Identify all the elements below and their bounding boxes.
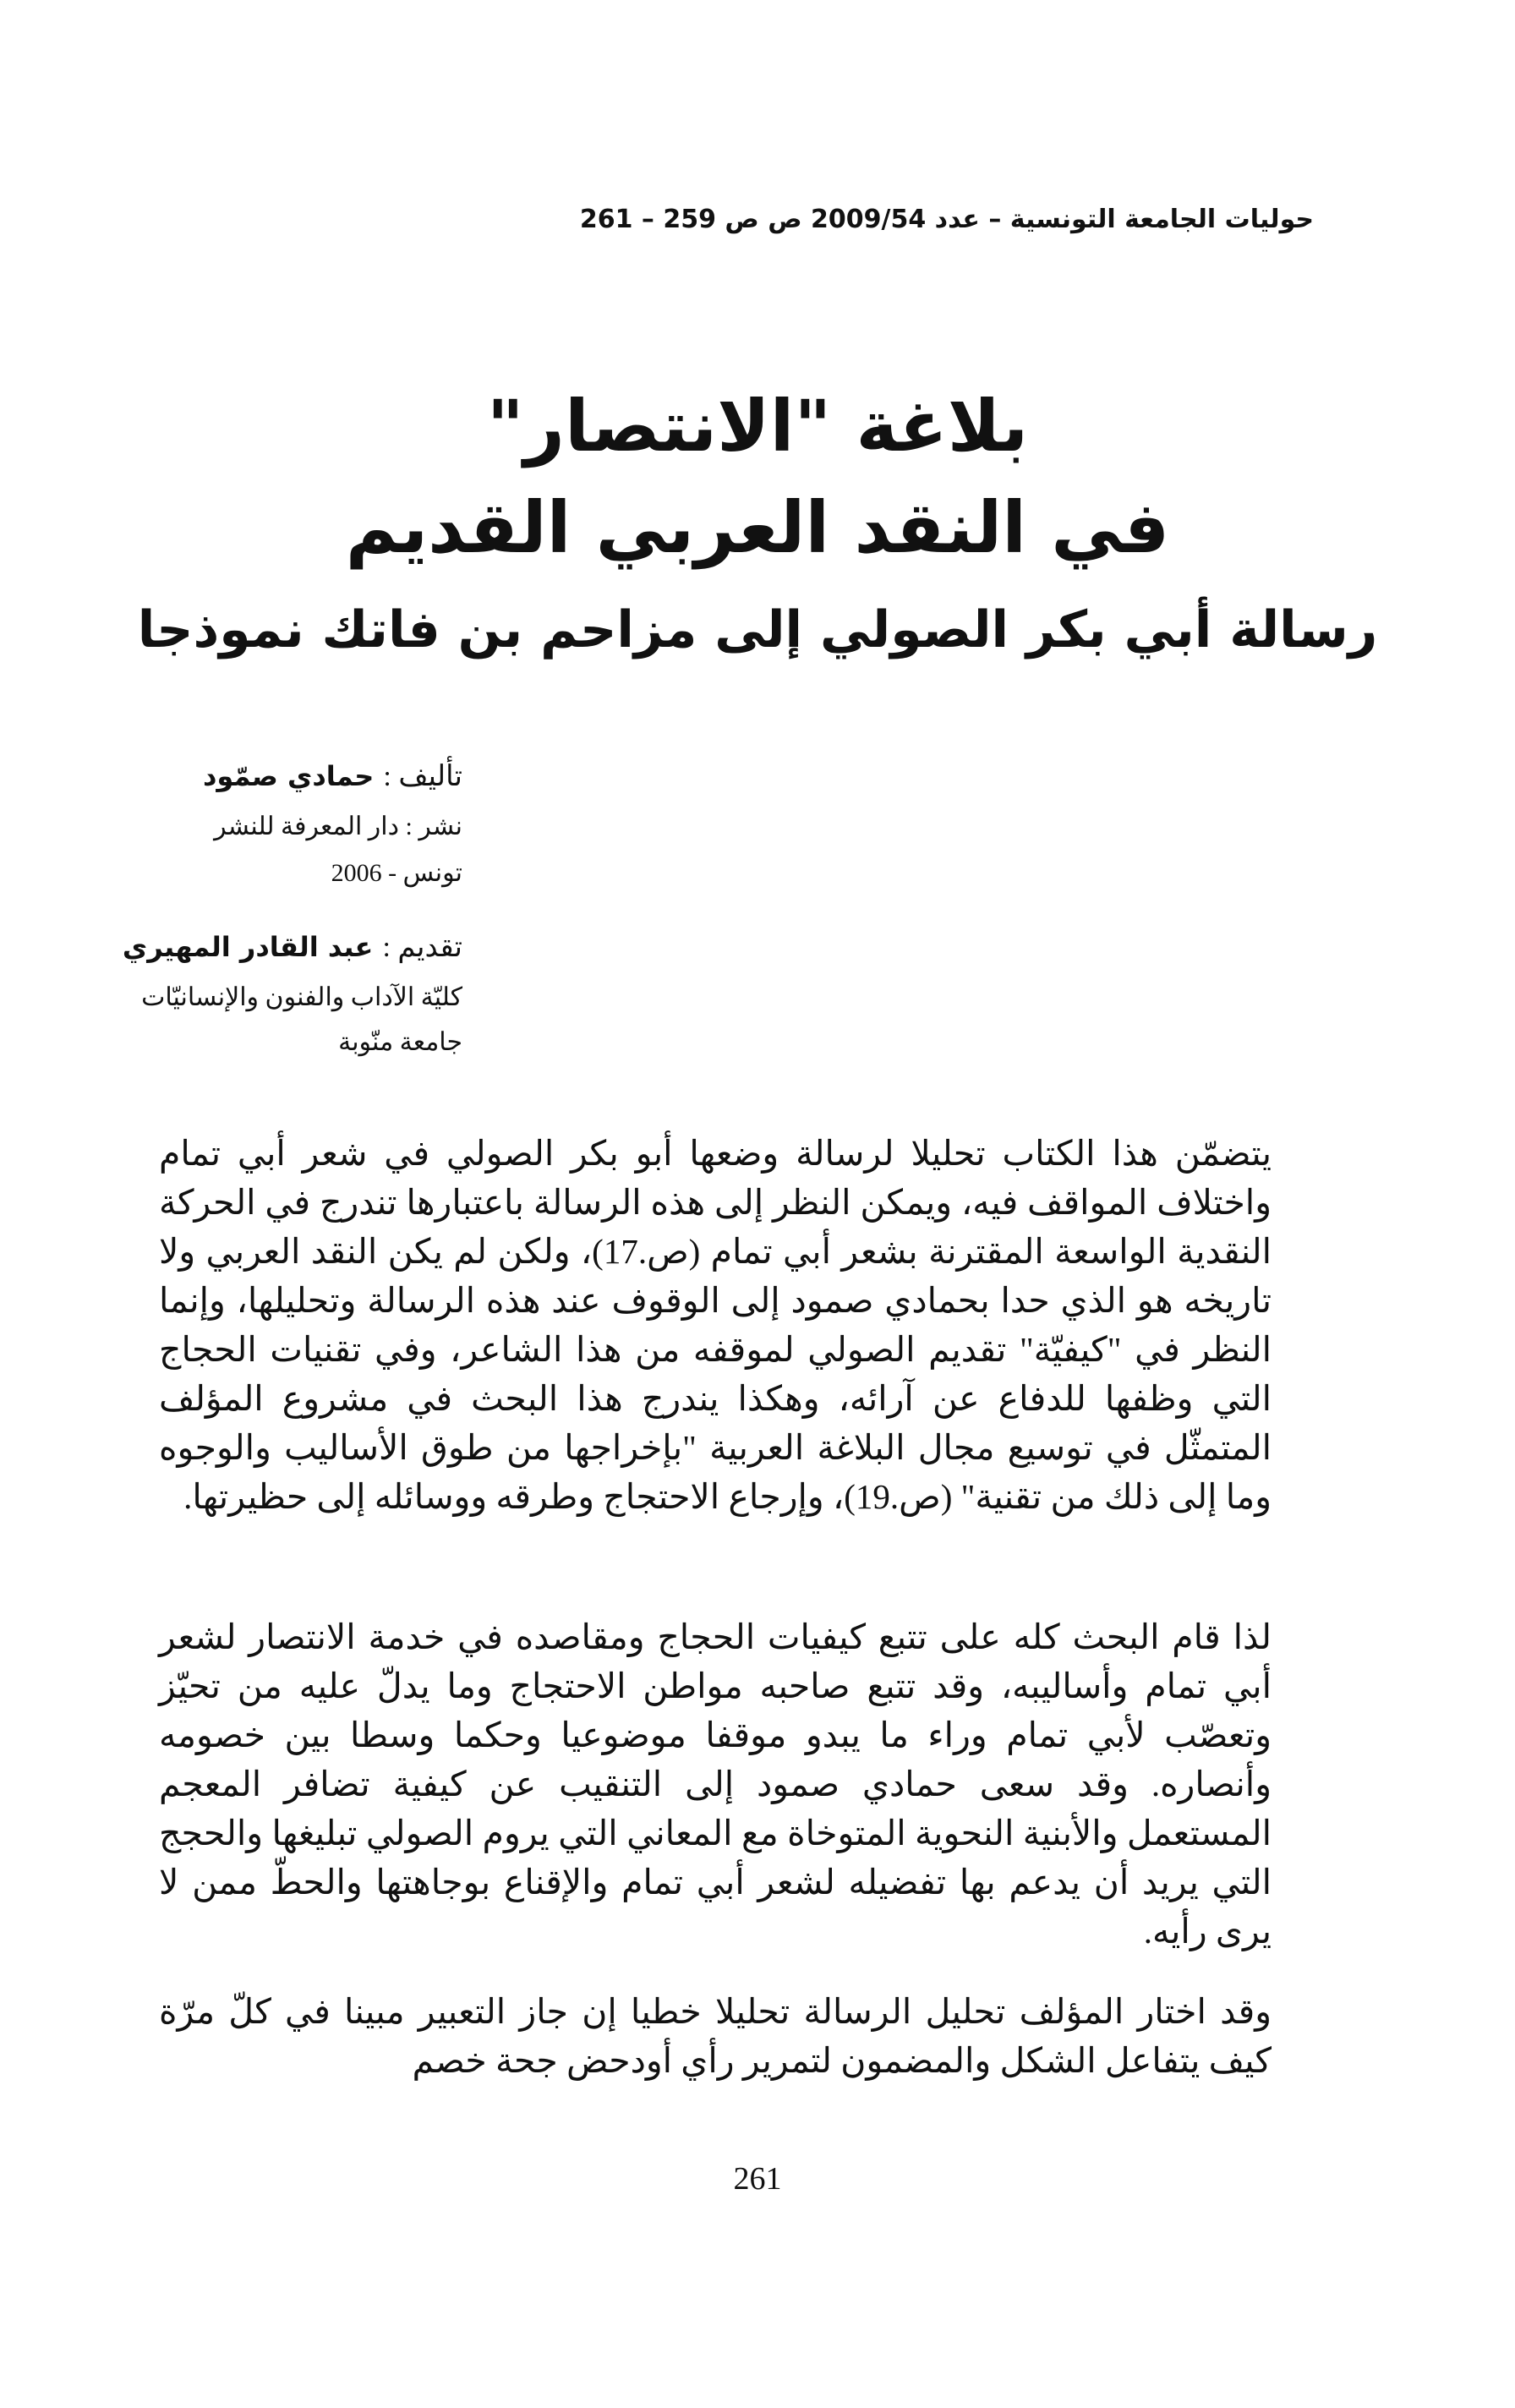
body-paragraph-3	[159, 1987, 1302, 2085]
paragraph-1-text: يتضمّن هذا الكتاب تحليلا لرسالة وضعها أبو بكر الصولي في شعر أبي تمام واختلاف المواقف فيه، ويمكن النظر إلى هذه الرسالة باعتبارها تندرج في الحركة النقدية الواسعة المقترنة بشعر أبي تمام (ص.17)، ولكن لم يكن النقد العربي ولا تاريخه هو الذي حدا بحمادي صمود إلى الوقوف عند هذه الرسالة وتحليلها، وإنما النظر في "كيفيّة" تقديم الصولي لموقفه من هذا الشاعر، وفي تقنيات الحجاج التي وظفها للدفاع عن آرائه، وهكذا يندرج هذا البحث في مشروع المؤلف المتمثّل في توسيع مجال البلاغة العربية "بإخراجها من طوق الأساليب والوجوه وما إلى ذلك من تقنية" (ص.19)، وإرجاع الاحتجاج وطرقه ووسائله إلى حظيرتها.	[159, 1134, 1272, 1516]
reviewer-label: تقديم :	[382, 932, 462, 963]
publisher-line: نشر : دار المعرفة للنشر	[214, 813, 462, 840]
reviewer-name: عبد القادر المهيري	[122, 931, 374, 963]
paragraph-2-text: لذا قام البحث كله على تتبع كيفيات الحجاج ومقاصده في خدمة الانتصار لشعر أبي تمام وأساليبه، وقد تتبع صاحبه مواطن الاحتجاج وما يدلّ عليه من تحيّز وتعصّب لأبي تمام وراء ما يبدو موقفا موضوعيا وحكما وسطا بين خصومه وأنصاره. وقد سعى حمادي صمود إلى التنقيب عن كيفية تضافر المعجم المستعمل والأبنية النحوية المتوخاة مع المعاني التي يروم الصولي تبليغها والحجج التي يريد أن يدعم بها تفضيله لشعر أبي تمام والإقناع بوجاهتها والحطّ ممن لا يرى رأيه.	[159, 1617, 1272, 1951]
reviewer-line	[123, 930, 462, 964]
faculty-line: كليّة الآداب والفنون والإنسانيّات	[141, 983, 462, 1011]
title-line-1: بلاغة "الانتصار"	[486, 385, 1029, 468]
title-line-2: في النقد العربي القديم	[345, 486, 1170, 569]
body-paragraph-1	[159, 1129, 1302, 1521]
page-number: 261	[733, 2161, 782, 2197]
journal-header: حوليات الجامعة التونسية – عدد 2009/54 ص ص 259 – 261	[579, 205, 1314, 234]
author-line	[203, 759, 462, 793]
subtitle: رسالة أبي بكر الصولي إلى مزاحم بن فاتك نموذجا	[137, 600, 1378, 659]
place-year-line: تونس - 2006	[331, 859, 462, 887]
body-paragraph-2	[159, 1612, 1302, 1956]
paragraph-3-text: وقد اختار المؤلف تحليل الرسالة تحليلا خطيا إن جاز التعبير مبينا في كلّ مرّة كيف يتفاعل الشكل والمضمون لتمرير رأي أودحض جحة خصم	[159, 1992, 1272, 2080]
author-label: تأليف :	[383, 761, 462, 792]
author-name: حمادي صمّود	[202, 760, 375, 792]
university-line: جامعة منّوبة	[338, 1028, 462, 1056]
